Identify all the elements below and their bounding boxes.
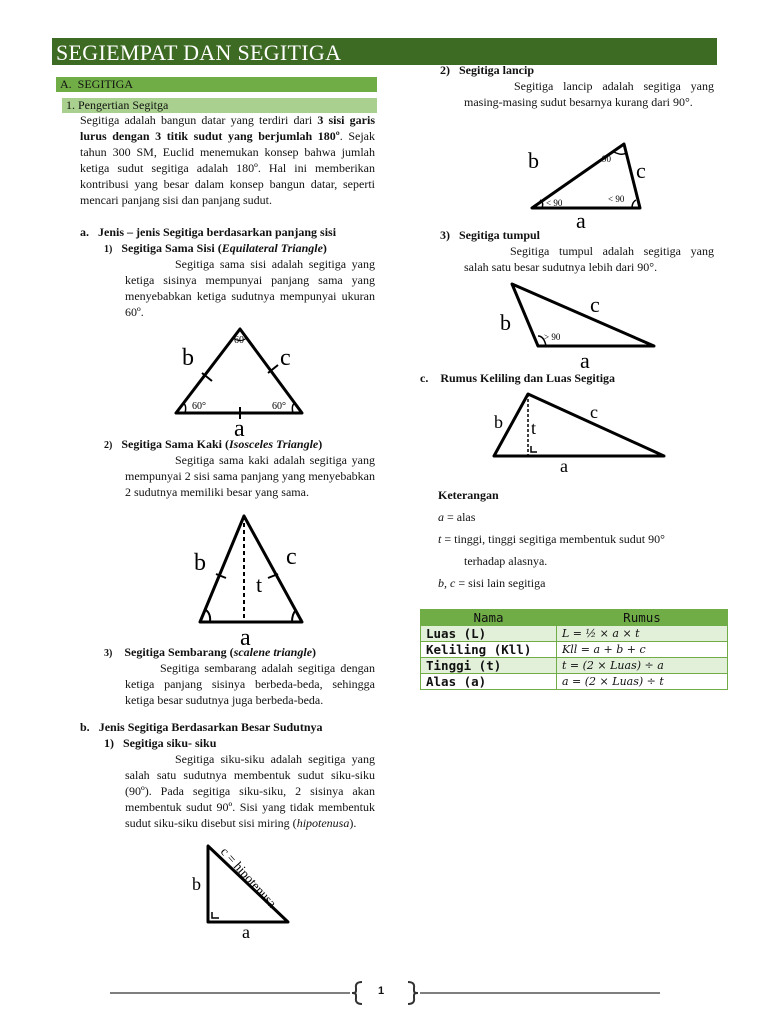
table-cell: a = (2 × Luas) ÷ t: [557, 674, 728, 690]
svg-text:b: b: [194, 550, 206, 576]
jenis-sisi-heading: a. Jenis – jenis Segitiga berdasarkan panjang sisi: [80, 225, 337, 239]
section-1-heading: 1. Pengertian Segitga: [62, 98, 377, 113]
table-cell: Luas (L): [421, 626, 557, 642]
obtuse-title: 3) Segitiga tumpul: [440, 228, 541, 242]
svg-text:c = hipotenusa: c = hipotenusa: [217, 843, 280, 911]
svg-text:a: a: [560, 456, 568, 475]
acute-text: Segitiga lancip adalah segitiga yang masing-masing sudut besarnya kurang dari 90°.: [464, 79, 714, 109]
table-cell: Alas (a): [421, 674, 557, 690]
right-triangle-text: Segitiga siku-siku adalah segitiga yang salah satu sudutnya membentuk sudut siku-siku (90º). Pada segitiga siku-siku, 2 sisinya akan membentuk sudut 90º. Sisi yang tidak membentuk sudut siku-siku disebut sisi miring (hipotenusa).: [125, 752, 375, 830]
obtuse-text: Segitiga tumpul adalah segitiga yang salah satu besar sudutnya lebih dari 90°.: [464, 244, 714, 274]
isosceles-title: 2) Segitiga Sama Kaki (Isosceles Triangle): [104, 437, 323, 451]
scalene-text: Segitiga sembarang adalah segitiga dengan ketiga panjang sisinya berbeda-beda, sehingga ketiga besar sudutnya juga berbeda-beda.: [125, 661, 375, 707]
svg-text:60°: 60°: [272, 401, 286, 412]
svg-text:c: c: [636, 158, 646, 183]
svg-text:a: a: [576, 208, 586, 230]
svg-text:b: b: [494, 412, 503, 432]
svg-text:b: b: [182, 345, 194, 371]
keterangan-line: b, c = sisi lain segitiga: [438, 576, 546, 590]
svg-text:c: c: [280, 345, 291, 371]
svg-text:90: 90: [602, 154, 611, 164]
keterangan-list: [438, 506, 728, 594]
svg-text:c: c: [590, 292, 600, 317]
right-triangle-title: 1) Segitiga siku- siku: [104, 736, 217, 750]
formula-triangle-figure: [488, 390, 668, 475]
table-row: [421, 658, 728, 674]
svg-text:60°: 60°: [234, 335, 248, 346]
table-cell: L = ½ × a × t: [557, 626, 728, 642]
svg-text:> 90: > 90: [544, 332, 561, 342]
intro-paragraph: Segitiga adalah bangun datar yang terdiri dari 3 sisi garis lurus dengan 3 titik sudut yang berjumlah 180º. Sejak tahun 300 SM, Euclid menemukan konsep bahwa jumlah ketiga sudut segitiga adalah 180º. Hal ini memberikan kontribusi yang besar dalam konsep bangun datar, seperti mencari panjang sisi dan panjang sudut.: [80, 113, 375, 207]
svg-text:c: c: [286, 544, 297, 570]
svg-text:b: b: [500, 310, 511, 335]
table-header: Rumus: [557, 610, 728, 626]
svg-text:< 90: < 90: [546, 198, 563, 208]
svg-text:a: a: [240, 625, 251, 647]
right-triangle-figure: [188, 840, 298, 940]
acute-triangle-figure: [528, 140, 658, 230]
table-header: Nama: [421, 610, 557, 626]
obtuse-triangle-figure: [498, 278, 660, 370]
svg-text:a: a: [242, 922, 250, 940]
isosceles-triangle-figure: [192, 512, 317, 647]
scalene-title: 3) Segitiga Sembarang (scalene triangle): [104, 645, 317, 659]
page-title: SEGIEMPAT DAN SEGITIGA: [56, 40, 342, 65]
page-number: 1: [378, 985, 385, 997]
equilateral-text: Segitiga sama sisi adalah segitiga yang ketiga sisinya mempunyai panjang sama yang menyebabkan ketiga sudutnya mempunyai ukuran 60º.: [125, 257, 375, 319]
table-row: [421, 626, 728, 642]
table-row: [421, 674, 728, 690]
page-footer-ornament: [110, 980, 660, 1006]
table-cell: Tinggi (t): [421, 658, 557, 674]
section-a-heading: A. SEGITIGA: [56, 77, 377, 92]
keterangan-line: a = alas: [438, 510, 476, 524]
formula-table: [420, 609, 728, 690]
svg-text:< 90: < 90: [608, 194, 625, 204]
equilateral-triangle-figure: [168, 325, 313, 437]
rumus-heading: c. Rumus Keliling dan Luas Segitiga: [420, 371, 616, 385]
table-row: [421, 642, 728, 658]
svg-text:60°: 60°: [192, 401, 206, 412]
table-cell: t = (2 × Luas) ÷ a: [557, 658, 728, 674]
svg-text:a: a: [580, 348, 590, 370]
isosceles-text: Segitiga sama kaki adalah segitiga yang mempunyai 2 sisi sama panjang yang menyebabkan 2 sudutnya memiliki besar yang sama.: [125, 453, 375, 499]
acute-title: 2) Segitiga lancip: [440, 63, 535, 77]
table-cell: Kll = a + b + c: [557, 642, 728, 658]
svg-text:t: t: [531, 418, 537, 438]
table-cell: Keliling (Kll): [421, 642, 557, 658]
keterangan-line: t = tinggi, tinggi segitiga membentuk sudut 90°: [438, 532, 665, 546]
equilateral-title: 1) Segitiga Sama Sisi (Equilateral Triangle): [104, 241, 327, 255]
svg-text:c: c: [590, 402, 598, 422]
table-header-row: [421, 610, 728, 626]
svg-text:t: t: [256, 572, 263, 597]
jenis-sudut-heading: b. Jenis Segitiga Berdasarkan Besar Sudutnya: [80, 720, 323, 734]
svg-text:b: b: [192, 874, 201, 894]
svg-text:a: a: [234, 416, 245, 437]
keterangan-line: terhadap alasnya.: [464, 554, 548, 568]
keterangan-heading: Keterangan: [438, 488, 499, 502]
svg-text:b: b: [528, 148, 539, 173]
